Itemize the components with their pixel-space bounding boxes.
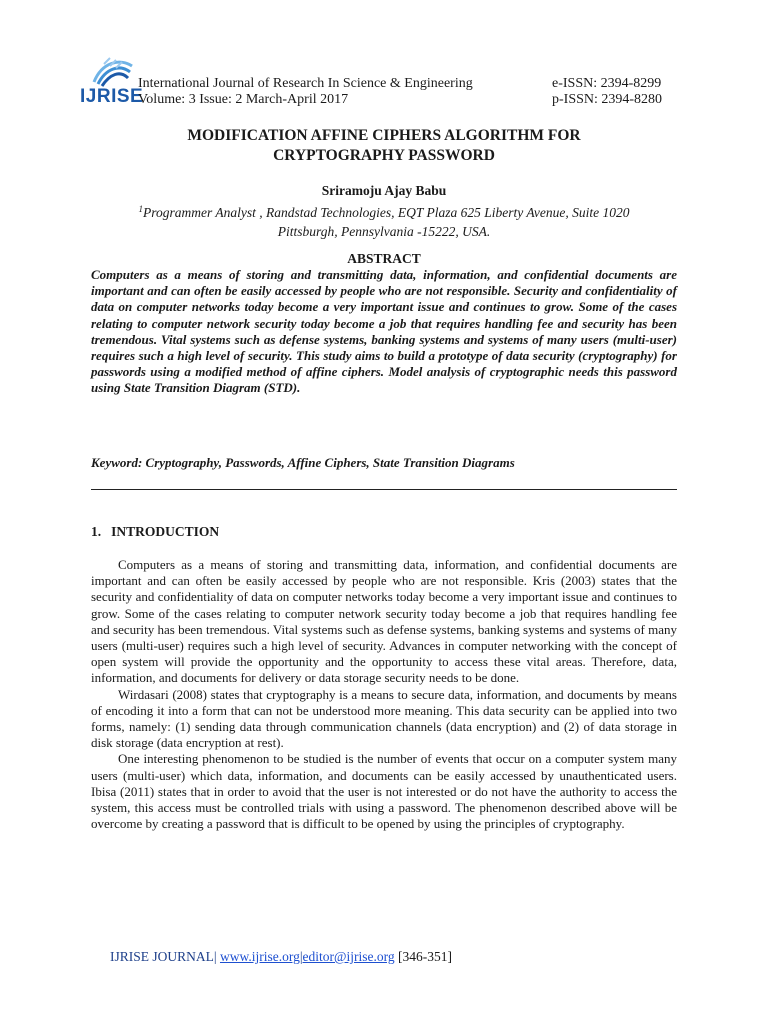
journal-name: International Journal of Research In Science & Engineering: [138, 76, 473, 91]
section-title: INTRODUCTION: [111, 524, 220, 539]
paper-title: [90, 126, 678, 166]
website-link[interactable]: www.ijrise.org: [219, 949, 300, 964]
email-link[interactable]: editor@ijrise.org: [302, 949, 395, 964]
logo-text: IJRISE: [80, 86, 144, 107]
pissn: p-ISSN: 2394-8280: [552, 92, 663, 107]
section-divider: [91, 489, 677, 490]
affiliation-line-1: Programmer Analyst , Randstad Technologies, EQT Plaza 625 Liberty Avenue, Suite 1020: [143, 205, 630, 220]
journal-header-left: [138, 76, 473, 108]
volume-info: Volume: 3 Issue: 2 March-April 2017: [138, 92, 349, 107]
author-name: Sriramoju Ajay Babu: [321, 183, 447, 198]
abstract-body: Computers as a means of storing and transmitting data, information, and confidential documents are important and can often be easily accessed by people who are not responsible. Security and confidentiality of data on computer networks today become a very important issue and continues to grow. Some of the cases relating to computer network security today become a job that requires handling fee and security has been tremendous. Vital systems such as defense systems, banking systems and systems of many users (multi-user) requires such a high level of security. This study aims to build a prototype of data security (cryptography) for passwords using a modified method of affine ciphers. Model analysis of cryptographic needs this password using State Transition Diagram (STD).: [91, 267, 677, 396]
abstract-heading: ABSTRACT: [347, 251, 421, 266]
keywords: Keyword: Cryptography, Passwords, Affine Ciphers, State Transition Diagrams: [91, 455, 515, 470]
title-line-1: MODIFICATION AFFINE CIPHERS ALGORITHM FOR: [187, 127, 581, 144]
journal-header-right: [552, 76, 662, 108]
section-number: 1.: [91, 524, 102, 539]
introduction-body: [91, 557, 677, 832]
title-line-2: CRYPTOGRAPHY PASSWORD: [273, 147, 495, 164]
intro-paragraph-1: Computers as a means of storing and transmitting data, information, and confidential documents are important and can often be easily accessed by people who are not responsible. Kris (2003) states that the security and confidentiality of data on computer networks today become a very important issue and continues to grow. Some of the cases relating to computer network security today become a job that requires handling fee and security has been tremendous. Vital systems such as defense systems, banking systems and systems of many users (multi-user) requires such a high level of security. Advances in computer networking with the concept of open system will provide the opportunity and the opportunity to access these vital areas. Therefore, data, information, and documents for delivery or data storage security needs to be done.: [91, 557, 677, 686]
page-range: [346-351]: [397, 949, 452, 964]
page-footer: [110, 949, 452, 965]
footer-label: IJRISE JOURNAL|: [110, 949, 217, 964]
affiliation-line-2: Pittsburgh, Pennsylvania -15222, USA.: [277, 224, 491, 239]
author-affiliation: [90, 200, 678, 241]
affiliation-superscript: 1: [138, 204, 143, 214]
intro-paragraph-2: Wirdasari (2008) states that cryptography is a means to secure data, information, and documents by means of encoding it into a form that can not be understood more meaning. This data security can be applied into two forms, namely: (1) sending data through communication channels (data encryption) and (2) of data storage in disk storage (data encryption at rest).: [91, 686, 677, 751]
section-heading-introduction: [91, 524, 219, 540]
eissn: e-ISSN: 2394-8299: [552, 76, 662, 91]
footer-separator: |: [299, 949, 303, 964]
intro-paragraph-3: One interesting phenomenon to be studied is the number of events that occur on a computer system many users (multi-user) which data, information, and documents can be easily accessed by unauthenticated users. Ibisa (2011) states that in order to avoid that the user is not interested or do not have the authority to access the system, this access must be controlled trials with using a password. The phenomenon described above will be overcome by creating a password that is difficult to be opened by using the principles of cryptography.: [91, 751, 677, 832]
